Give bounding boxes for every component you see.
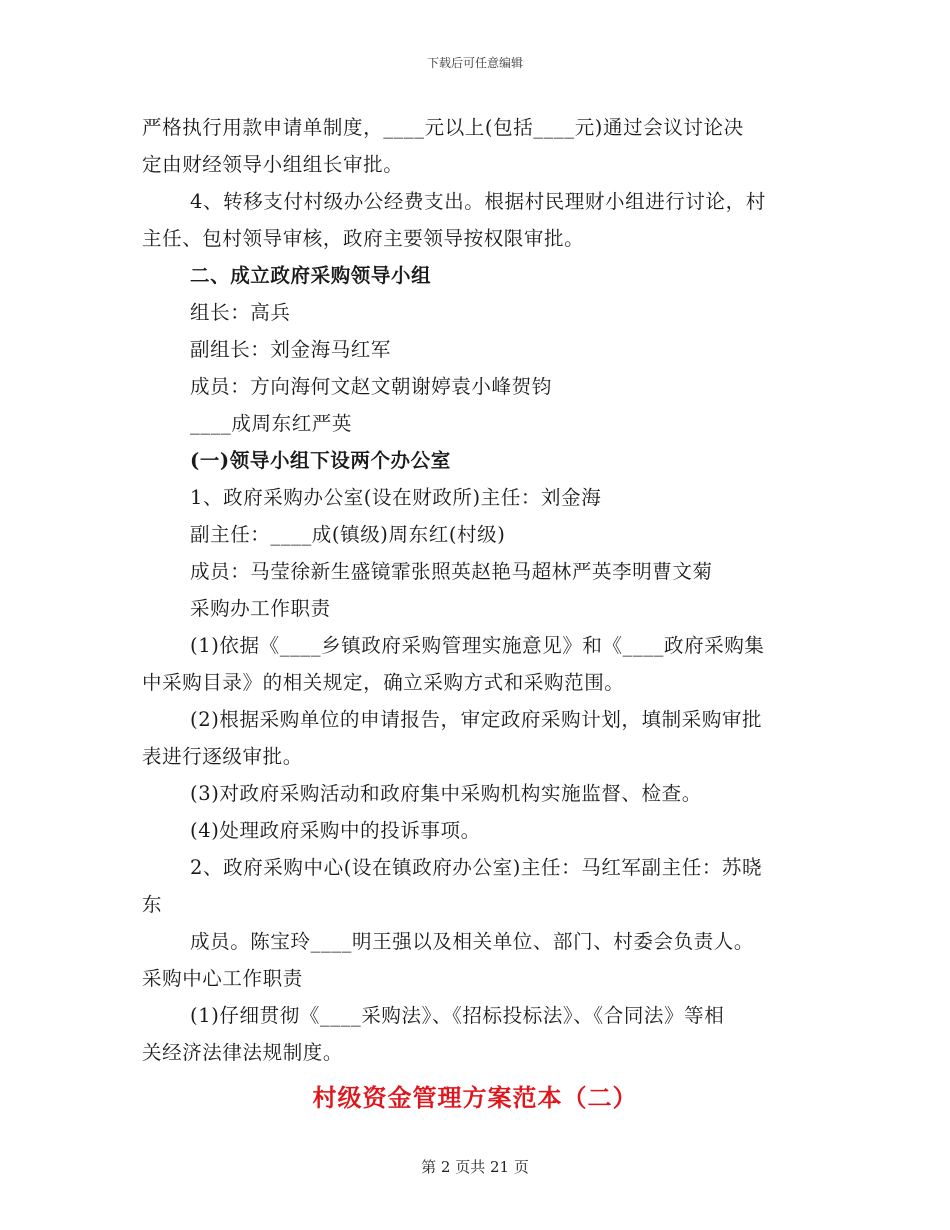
page-number: 第 2 页共 21 页 [421,1158,529,1176]
paragraph-line: 中采购目录》的相关规定，确立采购方式和采购范围。 [142,671,625,694]
paragraph-line: 定由财经领导小组组长审批。 [142,153,404,176]
paragraph-line: (2)根据采购单位的申请报告，审定政府采购计划，填制采购审批 [190,708,763,731]
subsection-heading: (一)领导小组下设两个办公室 [190,449,451,472]
paragraph-line: 关经济法律法规制度。 [142,1041,344,1064]
paragraph-line: 采购中心工作职责 [142,967,303,990]
paragraph-line: (4)处理政府采购中的投诉事项。 [190,819,481,842]
paragraph-line: 成员。陈宝玲____明王强以及相关单位、部门、村委会负责人。 [190,930,755,953]
paragraph-line: 4、转移支付村级办公经费支出。根据村民理财小组进行讨论，村 [190,190,766,213]
paragraph-line: ____成周东红严英 [190,412,352,435]
paragraph-line: 1、政府采购办公室(设在财政所)主任：刘金海 [190,486,602,509]
paragraph-line: 采购办工作职责 [190,597,331,620]
paragraph-line: 副主任：____成(镇级)周东红(村级) [190,523,506,546]
paragraph-line: 组长：高兵 [190,301,291,324]
paragraph-line: 副组长：刘金海马红军 [190,338,392,361]
paragraph-line: 东 [142,893,163,916]
paragraph-line: 主任、包村领导审核，政府主要领导按权限审批。 [142,227,585,250]
paragraph-line: 成员：马莹徐新生盛镜霏张照英赵艳马超林严英李明曹文菊 [190,560,713,583]
paragraph-line: (1)依据《____乡镇政府采购管理实施意见》和《____政府采购集 [190,634,765,657]
section-title: 村级资金管理方案范本（二） [312,1083,638,1112]
paragraph-line: (3)对政府采购活动和政府集中采购机构实施监督、检查。 [190,782,702,805]
header-note: 下载后可任意编辑 [426,56,523,70]
paragraph-line: 成员：方向海何文赵文朝谢婷袁小峰贺钧 [190,375,552,398]
paragraph-line: 严格执行用款申请单制度，____元以上(包括____元)通过会议讨论决 [142,116,744,139]
paragraph-line: (1)仔细贯彻《____采购法》、《招标投标法》、《合同法》等相 [190,1004,725,1027]
paragraph-line: 2、政府采购中心(设在镇政府办公室)主任：马红军副主任：苏晓 [190,856,763,879]
paragraph-line: 表进行逐级审批。 [142,745,303,768]
section-heading: 二、成立政府采购领导小组 [190,264,432,287]
